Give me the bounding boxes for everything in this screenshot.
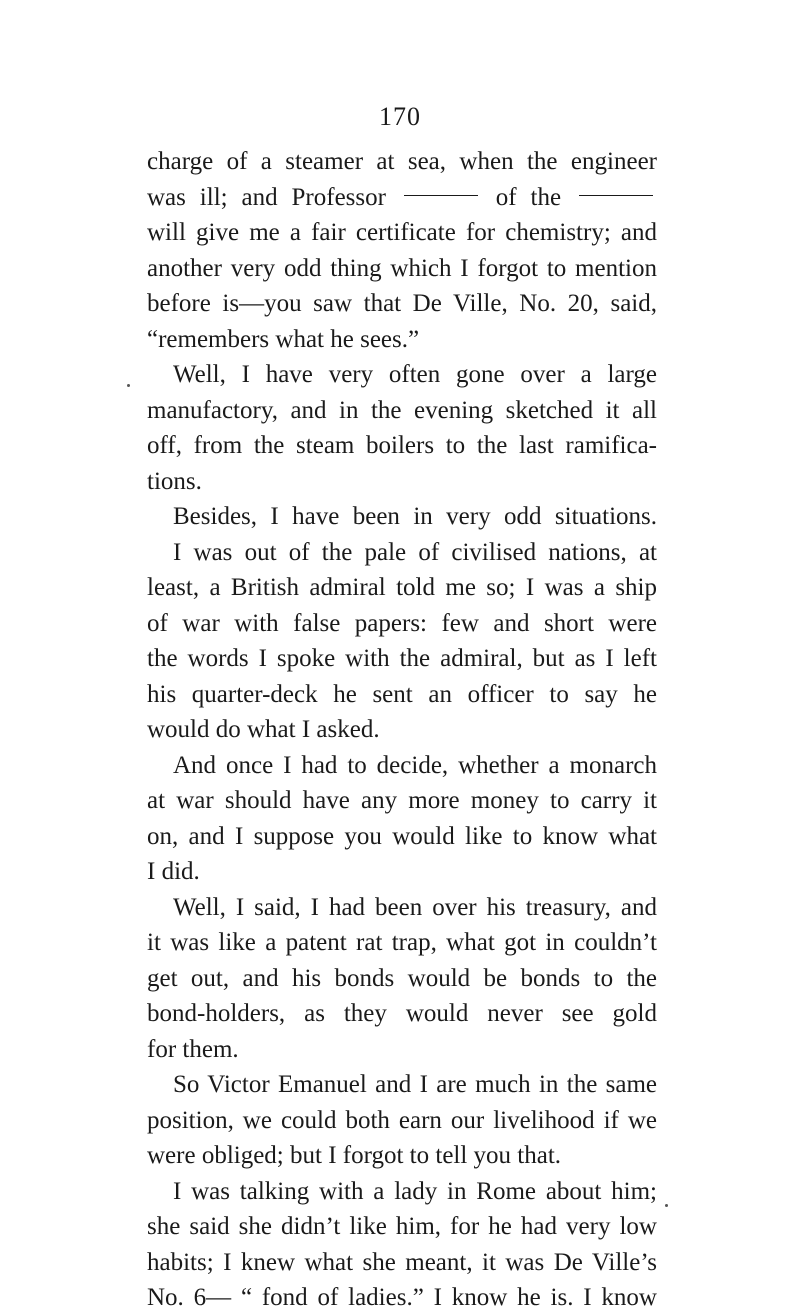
- text-line: tions.: [147, 467, 202, 495]
- redaction-dash: [404, 195, 478, 196]
- text-line: And once I had to decide, whether a monarch: [173, 751, 657, 779]
- text-line: bond-holders, as they would never see gold: [147, 1000, 657, 1027]
- line-segment: of the: [495, 183, 562, 211]
- text-line: Well, I have very often gone over a large: [173, 361, 657, 388]
- text-line: “remembers what he sees.”: [147, 325, 420, 353]
- ink-speck: [665, 1204, 668, 1207]
- text-line: charge of a steamer at sea, when the engineer: [147, 148, 657, 175]
- text-line: least, a British admiral told me so; I was a ship: [147, 574, 657, 601]
- text-line: Well, I said, I had been over his treasury, and: [173, 893, 657, 921]
- text-line: will give me a fair certificate for chemistry; and: [147, 219, 657, 246]
- text-line: at war should have any more money to carry it: [147, 787, 657, 814]
- text-line: position, we could both earn our livelihood if we: [147, 1106, 657, 1134]
- page-number: 170: [379, 102, 421, 131]
- text-line: manufactory, and in the evening sketched it all: [147, 396, 657, 424]
- text-line: on, and I suppose you would like to know what: [147, 822, 657, 850]
- text-line: were obliged; but I forgot to tell you that.: [147, 1142, 562, 1169]
- text-line: it was like a patent rat trap, what got in couldn’t: [147, 929, 657, 956]
- text-line: she said she didn’t like him, for he had very low: [147, 1213, 657, 1240]
- text-line: the words I spoke with the admiral, but as I left: [147, 645, 657, 672]
- text-line: would do what I asked.: [147, 716, 380, 743]
- text-line-with-dashes: [147, 180, 657, 216]
- text-line: habits; I knew what she meant, it was De Ville’s: [147, 1248, 657, 1276]
- text-line: get out, and his bonds would be bonds to the: [147, 964, 657, 992]
- text-line: for them.: [147, 1035, 239, 1063]
- text-line: off, from the steam boilers to the last ramifica-: [147, 432, 657, 459]
- text-line: his quarter-deck he sent an officer to say he: [147, 680, 657, 708]
- text-line: I was out of the pale of civilised nations, at: [173, 538, 657, 566]
- text-line: So Victor Emanuel and I are much in the same: [173, 1071, 657, 1098]
- line-segment: was ill; and Professor: [147, 183, 386, 211]
- text-line: another very odd thing which I forgot to mention: [147, 254, 657, 282]
- text-line: I was talking with a lady in Rome about him;: [173, 1177, 657, 1205]
- text-line: I did.: [147, 858, 200, 885]
- body-text: [147, 144, 657, 1316]
- ink-speck: [127, 384, 130, 387]
- text-line: No. 6— “ fond of ladies.” I know he is. I know: [147, 1284, 657, 1311]
- text-line: before is—you saw that De Ville, No. 20, said,: [147, 290, 657, 317]
- redaction-dash: [579, 195, 653, 196]
- text-line: Besides, I have been in very odd situations.: [173, 503, 657, 530]
- text-line: of war with false papers: few and short were: [147, 609, 657, 637]
